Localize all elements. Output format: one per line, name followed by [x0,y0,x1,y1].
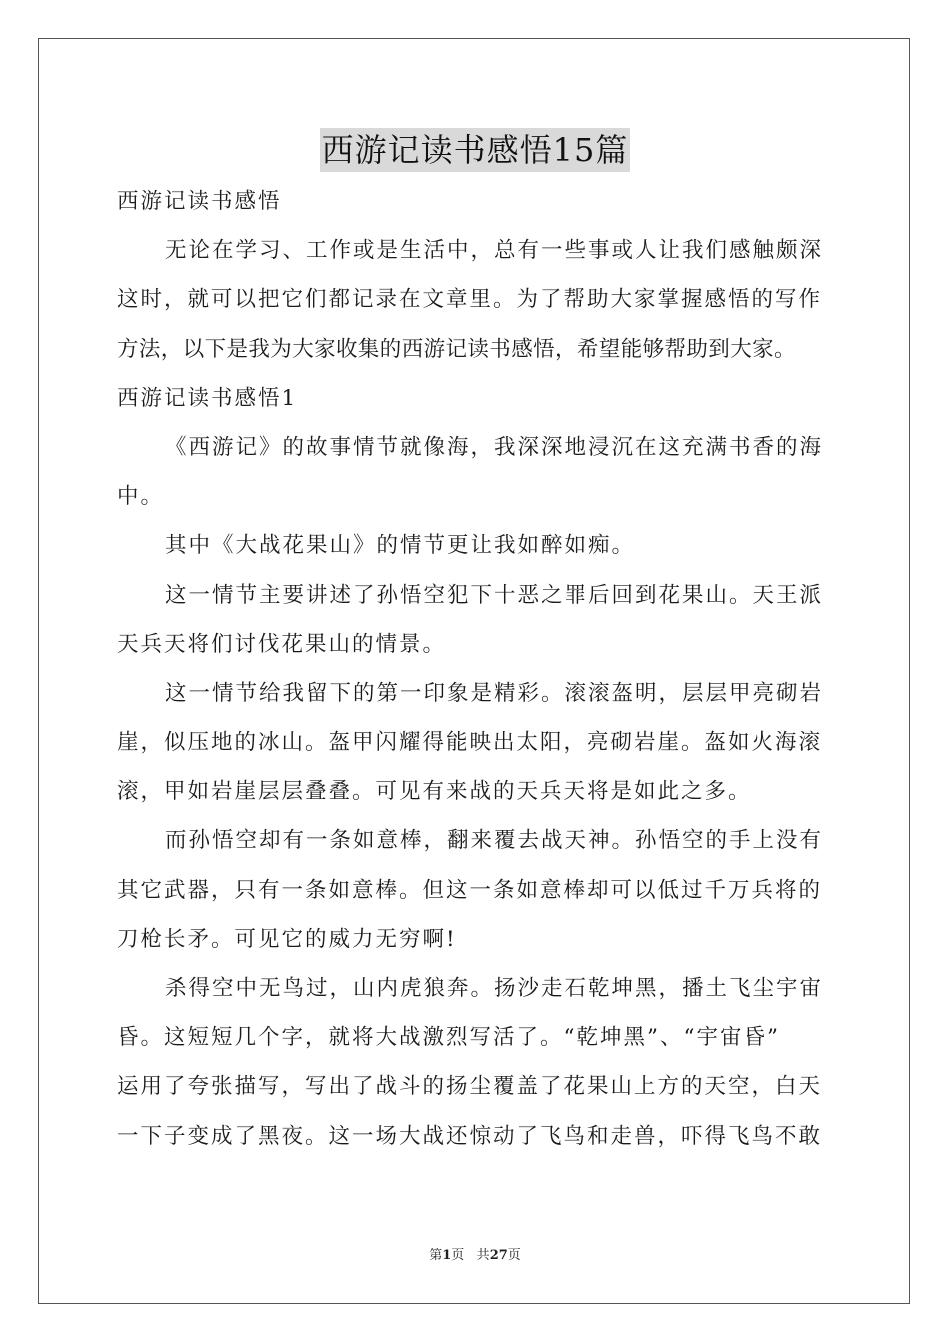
total-suffix: 页 [507,1248,521,1263]
page-prefix: 第 [429,1248,443,1263]
text-line: 方法，以下是我为大家收集的西游记读书感悟，希望能够帮助到大家。 [117,336,796,362]
page-suffix: 页 [451,1248,465,1263]
text-line: 《西游记》的故事情节就像海，我深深地浸沉在这充满书香的海 [165,434,824,460]
page-total: 27 [489,1248,508,1263]
text-line: 而孙悟空却有一条如意棒，翻来覆去战天神。孙悟空的手上没有 [165,828,824,854]
page-current: 1 [442,1248,452,1263]
text-line: 这一情节给我留下的第一印象是精彩。滚滚盔明，层层甲亮砌岩 [165,680,824,706]
text-line: 西游记读书感悟1 [117,385,298,411]
text-line: 天兵天将们讨伐花果山的情景。 [117,631,447,657]
text-line: 这时，就可以把它们都记录在文章里。为了帮助大家掌握感悟的写作 [117,287,823,313]
text-line: 无论在学习、工作或是生活中，总有一些事或人让我们感触颇深 [165,238,824,264]
text-line: 西游记读书感悟 [117,189,282,214]
text-line: 昏。这短短几个字，就将大战激烈写活了。“乾坤黑”、“宇宙昏” [117,1025,780,1051]
text-line: 一下子变成了黑夜。这一场大战还惊动了飞鸟和走兽，吓得飞鸟不敢 [117,1123,823,1149]
text-line: 杀得空中无鸟过，山内虎狼奔。扬沙走石乾坤黑，播土飞尘宇宙 [165,976,824,1001]
text-line: 这一情节主要讲述了孙悟空犯下十恶之罪后回到花果山。天王派 [165,582,824,608]
document-title: 西游记读书感悟15篇 [320,128,631,172]
page-footer [0,1244,950,1263]
text-line: 中。 [117,484,165,510]
text-line: 滚，甲如岩崖层层叠叠。可见有来战的天兵天将是如此之多。 [117,779,752,805]
text-line: 其中《大战花果山》的情节更让我如醉如痴。 [165,533,636,559]
document-body [117,177,842,1161]
total-prefix: 共 [476,1248,490,1263]
text-line: 刀枪长矛。可见它的威力无穷啊! [117,926,457,952]
text-line: 崖，似压地的冰山。盔甲闪耀得能映出太阳，亮砌岩崖。盔如火海滚 [117,730,823,756]
text-line: 运用了夸张描写，写出了战斗的扬尘覆盖了花果山上方的天空，白天 [117,1074,823,1100]
text-line: 其它武器，只有一条如意棒。但这一条如意棒却可以低过千万兵将的 [117,877,823,903]
document-title-wrap [0,128,950,178]
